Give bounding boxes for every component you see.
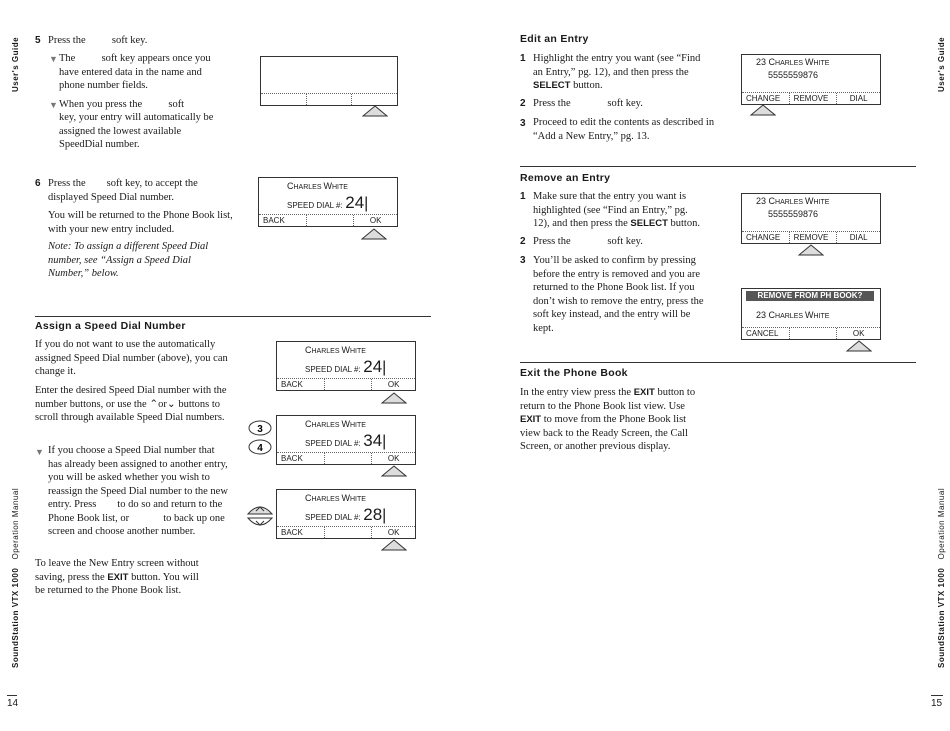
step-number: 6	[35, 178, 41, 189]
assign-p1: If you do not want to use the automatically assigned Speed Dial number (above), you can change it.	[35, 339, 228, 377]
lcd-entry-view-edit: 23 CHARLES WHITE 5555559876 CHANGE REMOVE DIAL	[741, 54, 881, 105]
step5-text: Press the soft key.	[48, 35, 148, 46]
manual-label: Operation Manual	[11, 487, 20, 560]
remove-step2: Press the soft key.	[533, 236, 643, 247]
svg-text:3: 3	[257, 424, 263, 435]
pointer-up-icon	[381, 539, 407, 551]
page-number-right: 15	[931, 698, 943, 709]
section-heading-remove: Remove an Entry	[520, 172, 611, 184]
assign-bullet: If you choose a Speed Dial number that has already been assigned to another entry, you will be asked whether you wish to reassign the Speed Dial number to the new entry. Press to do so and return to the Phone Book list, or to back up one screen and choose another number.	[48, 445, 231, 537]
section-heading-edit: Edit an Entry	[520, 33, 589, 45]
step5-bullet1: The soft key appears once you have entered data in the name and phone number fields.	[59, 53, 214, 91]
pointer-up-icon	[750, 104, 776, 116]
section-heading-assign: Assign a Speed Dial Number	[35, 320, 186, 332]
pointer-up-icon	[798, 244, 824, 256]
remove-step1: Make sure that the entry you want is highlighted (see “Find an Entry,” pg. 12), and then press the SELECT button.	[533, 191, 700, 229]
lcd-speed-dial-28: CHARLES WHITE SPEED DIAL #: 28| BACK OK	[276, 489, 416, 539]
keypad-3-icon	[248, 420, 272, 436]
step5-bullet2a: When you press the soft	[59, 99, 185, 110]
lcd-speed-dial-24: CHARLES WHITE SPEED DIAL #: 24| BACK OK	[258, 177, 398, 227]
step-number: 3	[520, 118, 526, 129]
pointer-up-icon	[362, 105, 388, 117]
lcd-remove-confirm: REMOVE FROM PH BOOK? 23 CHARLES WHITE CANCEL OK	[741, 288, 881, 340]
edit-step1: Highlight the entry you want (see “Find an Entry,” pg. 12), and then press the SELECT button.	[533, 53, 701, 91]
manual-label: Operation Manual	[937, 487, 946, 560]
bullet-triangle-icon: ▼	[49, 54, 58, 64]
product-name: SoundStation VTX 1000	[11, 567, 20, 668]
step-number: 1	[520, 53, 526, 64]
side-label-users-guide-left: User's Guide	[11, 36, 20, 92]
bullet-triangle-icon: ▼	[35, 447, 44, 457]
assign-p3: To leave the New Entry screen without saving, press the EXIT button. You will be returned to the Phone Book list.	[35, 558, 199, 596]
scroll-up-down-keys-icon	[245, 502, 275, 530]
lcd-entry-view-remove: 23 CHARLES WHITE 5555559876 CHANGE REMOVE DIAL	[741, 193, 881, 244]
assign-p2: Enter the desired Speed Dial number with the number buttons, or use the ⌃or⌄ buttons to scroll through available Speed Dial numbers.	[35, 385, 227, 423]
step6-text2: You will be returned to the Phone Book list, with your new entry included.	[48, 210, 233, 235]
svg-text:4: 4	[257, 443, 263, 454]
bullet-triangle-icon: ▼	[49, 100, 58, 110]
pointer-up-icon	[381, 392, 407, 404]
product-name: SoundStation VTX 1000	[937, 567, 946, 668]
side-label-users-guide-right: User's Guide	[937, 36, 946, 92]
up-arrow-icon: ⌃	[149, 398, 159, 410]
page-number-left: 14	[7, 698, 19, 709]
lcd-speed-dial-24-assign: CHARLES WHITE SPEED DIAL #: 24| BACK OK	[276, 341, 416, 391]
step-number: 2	[520, 98, 526, 109]
side-label-product-left	[9, 488, 23, 668]
pointer-up-icon	[381, 465, 407, 477]
edit-step3: Proceed to edit the contents as described in “Add a New Entry,” pg. 13.	[533, 117, 715, 142]
step-number: 3	[520, 255, 526, 266]
section-heading-exit: Exit the Phone Book	[520, 367, 628, 379]
edit-step2: Press the soft key.	[533, 98, 643, 109]
side-label-product-right	[935, 488, 949, 668]
step6-note: Note: To assign a different Speed Dial number, see “Assign a Speed Dial Number,” below.	[48, 241, 209, 279]
pointer-up-icon	[846, 340, 872, 352]
lcd-blank	[260, 56, 398, 106]
remove-step3: You’ll be asked to confirm by pressing before the entry is removed and you are returned to the Phone Book list. If you don’t wish to remove the entry, press the soft key instead, and the entry will be kept.	[533, 255, 741, 334]
step6-text1: Press the soft key, to accept the displayed Speed Dial number.	[48, 178, 201, 203]
step-number: 5	[35, 35, 41, 46]
step5-bullet2b: key, your entry will automatically be assigned the lowest available SpeedDial number.	[59, 112, 214, 150]
down-arrow-icon: ⌄	[166, 398, 176, 410]
pointer-up-icon	[361, 228, 387, 240]
step-number: 1	[520, 191, 526, 202]
lcd-speed-dial-34: CHARLES WHITE SPEED DIAL #: 34| BACK OK	[276, 415, 416, 465]
remove-question-bar: REMOVE FROM PH BOOK?	[746, 291, 874, 301]
step-number: 2	[520, 236, 526, 247]
exit-paragraph: In the entry view press the EXIT button to return to the Phone Book list view. Use EXIT to move from the Phone Book list view back to the Ready Screen, the Call Screen, or another previous display.	[520, 387, 696, 452]
keypad-4-icon	[248, 439, 272, 455]
